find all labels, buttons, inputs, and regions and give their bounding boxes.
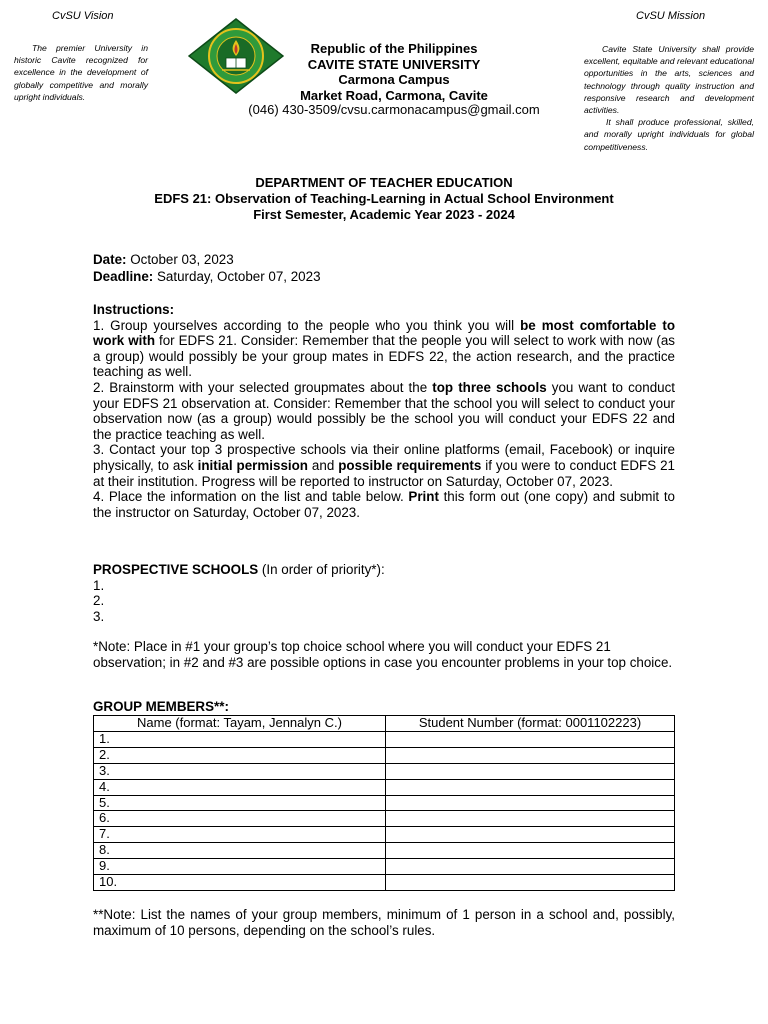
date-value: October 03, 2023 — [126, 252, 234, 267]
instructions-block — [93, 302, 675, 520]
contact-line — [180, 102, 608, 117]
student-number-cell[interactable] — [386, 779, 675, 795]
member-name-cell[interactable]: 6. — [94, 811, 386, 827]
date-label: Date: — [93, 252, 127, 267]
member-name-cell[interactable]: 1. — [94, 731, 386, 747]
instruction-2-text-c: you want to conduct your EDFS 21 observation at. Consider: Remember that the school you will select to conduct your observation now (as a group) would possibly be the school you will conduct your EDFS 22 and the practice teaching as well. — [93, 379, 675, 442]
table-row — [94, 763, 675, 779]
members-heading: GROUP MEMBERS**: — [93, 699, 229, 714]
instruction-3-text-a: 3. Contact your top 3 prospective schools via their online platforms (email, Facebook) or inquire physically, to ask — [93, 442, 675, 473]
dates-block — [93, 252, 675, 285]
instructions-heading: Instructions: — [93, 302, 175, 317]
instruction-1-bold: be most comfortable to work with — [93, 317, 675, 349]
instruction-2-text-a: 2. Brainstorm with your selected groupmates about the — [93, 379, 433, 395]
deadline-label: Deadline: — [93, 268, 154, 284]
table-row — [94, 779, 675, 795]
members-note: **Note: List the names of your group members, minimum of 1 person in a school and, possibly, maximum of 10 persons, depending on the school’s rules. — [93, 907, 675, 938]
column-header-student-number: Student Number (format: 0001102223) — [386, 716, 675, 732]
table-row — [94, 827, 675, 843]
column-header-name: Name (format: Tayam, Jennalyn C.) — [94, 716, 386, 732]
vision-text: The premier University in historic Cavite recognized for excellence in the development of globally competitive and morally upright individuals. — [14, 43, 148, 102]
schools-note: *Note: Place in #1 your group’s top choice school where you will conduct your EDFS 21 observation; in #2 and #3 are possible options in case you encounter problems in your top choice. — [93, 639, 673, 670]
table-row — [94, 747, 675, 763]
schools-heading: PROSPECTIVE SCHOOLS — [93, 562, 259, 577]
schools-heading-note: (In order of priority*): — [258, 562, 385, 577]
table-row — [94, 811, 675, 827]
table-row — [94, 795, 675, 811]
document-title — [93, 175, 675, 223]
campus-name: Carmona Campus — [338, 72, 450, 87]
instruction-2-bold: top three schools — [432, 379, 547, 395]
campus-address: Market Road, Carmona, Cavite — [300, 87, 488, 103]
republic-line: Republic of the Philippines — [310, 41, 478, 56]
student-number-cell[interactable] — [386, 875, 675, 891]
instruction-3-text-e: if you were to conduct EDFS 21 at their institution. Progress will be reported to instructor on Saturday, October 07, 2023. — [93, 457, 675, 489]
members-table — [93, 715, 675, 891]
instruction-3 — [93, 442, 675, 489]
table-row — [94, 843, 675, 859]
student-number-cell[interactable] — [386, 747, 675, 763]
table-row — [94, 859, 675, 875]
schools-block — [93, 562, 675, 624]
date-line — [93, 252, 675, 269]
instruction-1-text-c: for EDFS 21. Consider: Remember that the people you will select to work with now (as a group) would possibly be your group mates in EDFS 22, the action research, and the practice teaching as well. — [93, 333, 675, 380]
member-name-cell[interactable]: 3. — [94, 763, 386, 779]
table-row — [94, 875, 675, 891]
mission-text-1: Cavite State University shall provide excellent, equitable and relevant educational opportunities in the arts, sciences and technology through quality instruction and responsive research and development activities. — [584, 44, 754, 116]
mission-title: CvSU Mission — [636, 10, 706, 22]
instruction-3-bold-1: initial permission — [197, 457, 308, 473]
student-number-cell[interactable] — [386, 731, 675, 747]
instruction-4 — [93, 489, 675, 520]
mission-text-2: It shall produce professional, skilled, and morally upright individuals for global competitiveness. — [584, 117, 754, 152]
member-name-cell[interactable]: 8. — [94, 843, 386, 859]
instruction-3-text-c: and — [307, 457, 339, 473]
student-number-cell[interactable] — [386, 795, 675, 811]
instruction-1 — [93, 318, 675, 380]
student-number-cell[interactable] — [386, 827, 675, 843]
member-name-cell[interactable]: 7. — [94, 827, 386, 843]
instruction-4-bold: Print — [408, 489, 439, 505]
school-item: 2. — [93, 593, 105, 609]
mission-block — [584, 43, 754, 153]
table-row — [94, 731, 675, 747]
deadline-line — [93, 269, 675, 286]
student-number-cell[interactable] — [386, 859, 675, 875]
member-name-cell[interactable]: 9. — [94, 859, 386, 875]
vision-title: CvSU Vision — [52, 10, 114, 22]
member-name-cell[interactable]: 2. — [94, 747, 386, 763]
instruction-4-text-a: 4. Place the information on the list and table below. — [93, 489, 409, 505]
member-name-cell[interactable]: 10. — [94, 875, 386, 891]
deadline-value: Saturday, October 07, 2023 — [153, 268, 321, 284]
member-name-cell[interactable]: 4. — [94, 779, 386, 795]
member-name-cell[interactable]: 5. — [94, 795, 386, 811]
table-header-row — [94, 716, 675, 732]
instruction-4-text-c: this form out (one copy) and submit to the instructor on Saturday, October 07, 2023. — [93, 489, 675, 520]
student-number-cell[interactable] — [386, 811, 675, 827]
school-item: 3. — [93, 608, 105, 624]
header-center — [180, 41, 608, 103]
schools-heading-line — [93, 562, 675, 578]
department-title: DEPARTMENT OF TEACHER EDUCATION — [255, 175, 513, 190]
university-name: CAVITE STATE UNIVERSITY — [307, 56, 481, 72]
student-number-cell[interactable] — [386, 843, 675, 859]
instruction-3-bold-2: possible requirements — [338, 457, 482, 473]
instruction-2 — [93, 380, 675, 442]
instruction-1-text-a: 1. Group yourselves according to the people who you think you will — [93, 317, 521, 333]
semester-title: First Semester, Academic Year 2023 - 2024 — [253, 207, 515, 222]
school-item: 1. — [93, 577, 105, 593]
contact-text: (046) 430-3509/cvsu.carmonacampus@gmail.com — [248, 102, 540, 117]
student-number-cell[interactable] — [386, 763, 675, 779]
course-title: EDFS 21: Observation of Teaching-Learning in Actual School Environment — [154, 191, 614, 206]
